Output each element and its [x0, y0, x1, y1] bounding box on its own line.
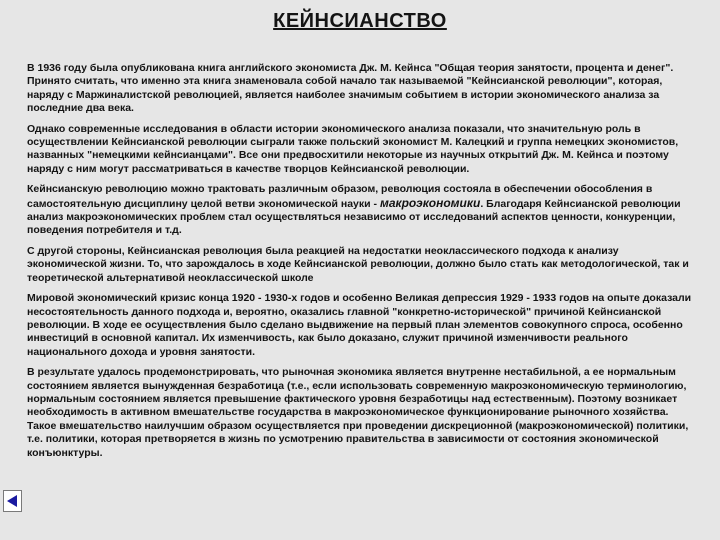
paragraph-4: С другой стороны, Кейнсианская революция была реакцией на недостатки неоклассического подхода к анализу экономической жизни. То, что зарождалось в ходе Кейнсианской революции, должно было стать как методологической, так и теоретической альтернативой неоклассической школе — [27, 244, 689, 284]
paragraph-3-text-after: . Благодаря Кейнсианской революции анализ макроэкономических проблем стал осуществляться независимо от исследований аспектов ценности, конкуренции, поведения потребителя и т.д. — [27, 197, 681, 237]
paragraph-3-text-before: Кейнсианскую революцию можно трактовать различным образом, революция состояла в обеспечении обособления в самостоятельную дисциплину целой ветви экономической науки - — [27, 183, 653, 210]
paragraph-6: В результате удалось продемонстрировать, что рыночная экономика является внутренне нестабильной, а ее нормальным состоянием является вынужденная безработица (т.е., если использовать современную макроэкономическую терминологию, нормальным состоянием является превышение фактического уровня безработицы над естественным). Поэтому возникает необходимость в активном вмешательстве государства в макроэкономическое функционирование рыночного хозяйства. Такое вмешательство наилучшим образом осуществляется при проведении дискреционной (макроэкономической) политики, т.е. политики, которая претворяется в жизнь по усмотрению правительства в зависимости от состояния экономической конъюнктуры. — [27, 366, 689, 459]
back-button[interactable] — [3, 490, 22, 512]
paragraph-5: Мировой экономический кризис конца 1920 - 1930-х годов и особенно Великая депрессия 1929 - 1933 годов на опыте доказали несостоятельность данного подхода и, вероятно, оказались главной "конкретно-исторической" причиной Кейнсианской революции. В ходе ее осуществления было сделано выдвижение на первый план элементов совокупного спроса, особенно инвестиций в основной капитал. Их изменчивость, как было доказано, служит причиной изменчивости реального национального дохода и уровня занятости. — [27, 292, 692, 358]
paragraph-3 — [27, 183, 693, 238]
back-arrow-icon — [7, 495, 17, 507]
paragraph-3-italic-term: макроэкономики — [379, 195, 481, 210]
document-body — [27, 62, 693, 467]
paragraph-2: Однако современные исследования в области истории экономического анализа показали, что значительную роль в осуществлении Кейнсианской революции сыграли также польский экономист М. Калецкий и группа немецких экономистов, названных "немецкими кейнсианцами". Все они предвосхитили некоторые из научных открытий Дж. М. Кейнса и поэтому наряду с ним могут рассматриваться в качестве творцов Кейнсианской революции. — [27, 122, 679, 175]
paragraph-1: В 1936 году была опубликована книга английского экономиста Дж. М. Кейнса "Общая теория занятости, процента и денег". Принято считать, что именно эта книга знаменовала собой начало так называемой "Кейнсианской революции", которая, наряду с Маржиналистской революцией, является наиболее значимым событием в истории экономического анализа за последние два века. — [27, 62, 674, 115]
page-title: КЕЙНСИАНСТВО — [273, 10, 447, 32]
